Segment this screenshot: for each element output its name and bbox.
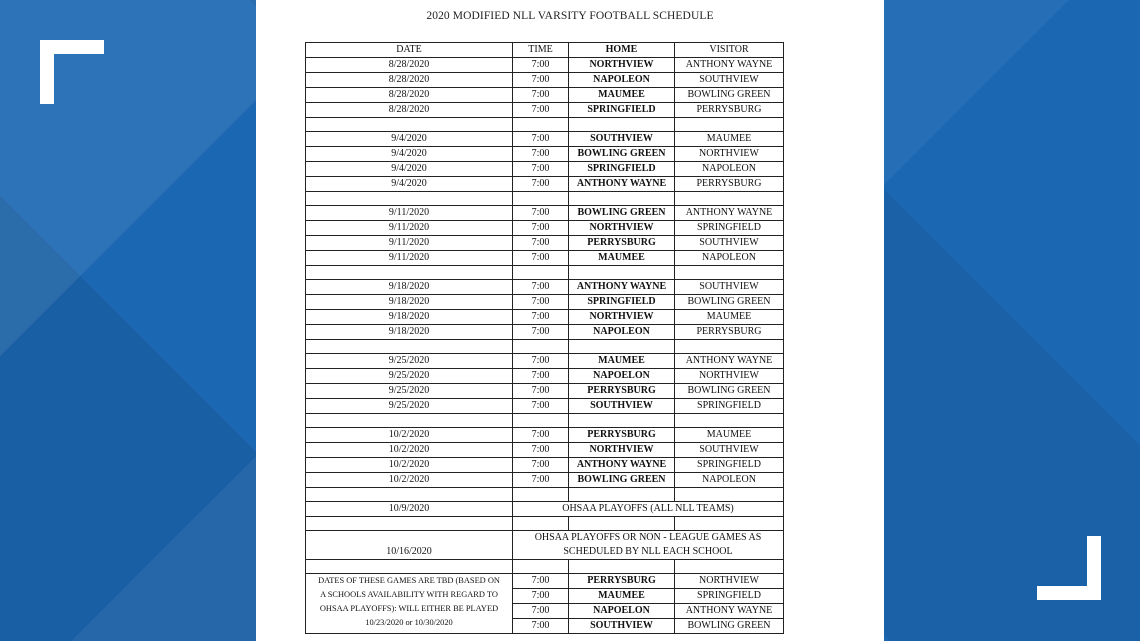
visitor-team: NAPOLEON [675,162,784,177]
home-team: PERRYSBURG [569,428,675,443]
spacer-row [306,488,784,502]
home-team: NAPOLEON [569,73,675,88]
empty-cell [306,192,513,206]
game-time: 7:00 [513,325,569,340]
game-date: 9/4/2020 [306,162,513,177]
empty-cell [306,118,513,132]
visitor-team: NORTHVIEW [675,574,784,589]
visitor-team: NAPOLEON [675,251,784,266]
game-time: 7:00 [513,354,569,369]
home-team: NORTHVIEW [569,221,675,236]
game-row [306,443,784,458]
game-date: 9/11/2020 [306,221,513,236]
spacer-row [306,340,784,354]
game-time: 7:00 [513,443,569,458]
spacer-row [306,118,784,132]
game-row [306,251,784,266]
game-date: 9/25/2020 [306,369,513,384]
visitor-team: ANTHONY WAYNE [675,604,784,619]
empty-cell [569,488,675,502]
game-time: 7:00 [513,206,569,221]
empty-cell [513,340,569,354]
header-visitor: VISITOR [675,43,784,58]
game-time: 7:00 [513,162,569,177]
visitor-team: MAUMEE [675,428,784,443]
empty-cell [513,266,569,280]
game-row [306,177,784,192]
corner-bracket-top-left-vertical [40,40,54,104]
game-date: 9/11/2020 [306,206,513,221]
visitor-team: PERRYSBURG [675,177,784,192]
home-team: MAUMEE [569,88,675,103]
game-row [306,73,784,88]
tbd-note-line3: OHSAA PLAYOFFS): WILL EITHER BE PLAYED [319,604,499,613]
game-row [306,473,784,488]
home-team: SOUTHVIEW [569,132,675,147]
header-home: HOME [569,43,675,58]
visitor-team: MAUMEE [675,132,784,147]
game-time: 7:00 [513,177,569,192]
game-date: 8/28/2020 [306,88,513,103]
game-date: 9/4/2020 [306,132,513,147]
empty-cell [306,266,513,280]
home-team: ANTHONY WAYNE [569,177,675,192]
game-time: 7:00 [513,310,569,325]
home-team: NORTHVIEW [569,443,675,458]
visitor-team: ANTHONY WAYNE [675,354,784,369]
header-time: TIME [513,43,569,58]
empty-cell [513,517,569,531]
visitor-team: SPRINGFIELD [675,589,784,604]
game-date: 8/28/2020 [306,73,513,88]
visitor-team: SOUTHVIEW [675,443,784,458]
spacer-row [306,517,784,531]
game-row [306,147,784,162]
game-date: 9/18/2020 [306,325,513,340]
game-time: 7:00 [513,458,569,473]
tbd-game-row [306,574,784,589]
schedule-document [256,0,884,641]
game-time: 7:00 [513,132,569,147]
empty-cell [675,340,784,354]
game-time: 7:00 [513,236,569,251]
empty-cell [569,192,675,206]
game-date: 10/2/2020 [306,428,513,443]
empty-cell [513,560,569,574]
game-row [306,458,784,473]
game-row [306,58,784,73]
game-row [306,162,784,177]
game-date: 9/18/2020 [306,280,513,295]
playoff-note: OHSAA PLAYOFFS (ALL NLL TEAMS) [513,502,784,517]
game-time: 7:00 [513,221,569,236]
visitor-team: SOUTHVIEW [675,236,784,251]
game-date: 10/2/2020 [306,473,513,488]
document-title: 2020 MODIFIED NLL VARSITY FOOTBALL SCHEDULE [426,10,714,22]
spacer-row [306,560,784,574]
game-row [306,369,784,384]
empty-cell [306,517,513,531]
game-time: 7:00 [513,73,569,88]
visitor-team: BOWLING GREEN [675,295,784,310]
empty-cell [675,266,784,280]
empty-cell [306,488,513,502]
empty-cell [306,560,513,574]
home-team: SPRINGFIELD [569,162,675,177]
spacer-row [306,192,784,206]
empty-cell [675,192,784,206]
visitor-team: BOWLING GREEN [675,384,784,399]
nonleague-note-line2: SCHEDULED BY NLL EACH SCHOOL [563,546,733,557]
home-team: BOWLING GREEN [569,473,675,488]
game-date: 9/25/2020 [306,384,513,399]
game-row [306,354,784,369]
header-date: DATE [306,43,513,58]
game-row [306,206,784,221]
game-row [306,325,784,340]
empty-cell [569,340,675,354]
empty-cell [513,488,569,502]
empty-cell [569,118,675,132]
spacer-row [306,266,784,280]
game-date: 9/18/2020 [306,310,513,325]
game-date: 9/25/2020 [306,399,513,414]
game-time: 7:00 [513,295,569,310]
game-time: 7:00 [513,58,569,73]
visitor-team: NAPOLEON [675,473,784,488]
empty-cell [675,517,784,531]
home-team: SOUTHVIEW [569,399,675,414]
game-date: 8/28/2020 [306,103,513,118]
empty-cell [306,340,513,354]
game-date: 9/11/2020 [306,236,513,251]
home-team: SOUTHVIEW [569,619,675,634]
playoff-row [306,502,784,517]
corner-bracket-bottom-right-vertical [1087,536,1101,600]
game-date: 9/4/2020 [306,147,513,162]
home-team: MAUMEE [569,589,675,604]
home-team: SPRINGFIELD [569,295,675,310]
game-time: 7:00 [513,619,569,634]
game-time: 7:00 [513,147,569,162]
empty-cell [675,414,784,428]
empty-cell [569,414,675,428]
game-row [306,280,784,295]
home-team: PERRYSBURG [569,384,675,399]
nonleague-date: 10/16/2020 [306,531,513,560]
game-date: 9/11/2020 [306,251,513,266]
visitor-team: SOUTHVIEW [675,73,784,88]
home-team: NAPOELON [569,604,675,619]
empty-cell [569,517,675,531]
game-time: 7:00 [513,399,569,414]
visitor-team: NORTHVIEW [675,369,784,384]
game-time: 7:00 [513,103,569,118]
game-time: 7:00 [513,473,569,488]
game-time: 7:00 [513,574,569,589]
empty-cell [569,560,675,574]
home-team: PERRYSBURG [569,236,675,251]
visitor-team: PERRYSBURG [675,325,784,340]
home-team: SPRINGFIELD [569,103,675,118]
nonleague-note-line1: OHSAA PLAYOFFS OR NON - LEAGUE GAMES AS [534,532,762,543]
visitor-team: SPRINGFIELD [675,458,784,473]
visitor-team: SPRINGFIELD [675,399,784,414]
game-date: 10/2/2020 [306,458,513,473]
header-row [306,43,784,58]
game-row [306,295,784,310]
tbd-note [306,574,513,634]
game-time: 7:00 [513,369,569,384]
game-time: 7:00 [513,589,569,604]
game-time: 7:00 [513,604,569,619]
home-team: ANTHONY WAYNE [569,458,675,473]
game-row [306,236,784,251]
game-date: 9/4/2020 [306,177,513,192]
empty-cell [513,192,569,206]
game-time: 7:00 [513,384,569,399]
game-date: 8/28/2020 [306,58,513,73]
home-team: NAPOLEON [569,325,675,340]
game-date: 9/18/2020 [306,295,513,310]
tbd-note-dates: 10/23/2020 or 10/30/2020 [365,618,453,627]
home-team: PERRYSBURG [569,574,675,589]
game-row [306,310,784,325]
game-row [306,88,784,103]
game-date: 10/2/2020 [306,443,513,458]
tbd-note-line2: A SCHOOLS AVAILABILITY WITH REGARD TO [320,590,498,599]
game-date: 9/25/2020 [306,354,513,369]
visitor-team: BOWLING GREEN [675,619,784,634]
game-time: 7:00 [513,251,569,266]
game-time: 7:00 [513,428,569,443]
home-team: MAUMEE [569,251,675,266]
game-row [306,221,784,236]
schedule-table [305,42,784,634]
home-team: BOWLING GREEN [569,206,675,221]
home-team: NORTHVIEW [569,58,675,73]
empty-cell [513,118,569,132]
nonleague-row [306,531,784,560]
empty-cell [513,414,569,428]
visitor-team: BOWLING GREEN [675,88,784,103]
empty-cell [569,266,675,280]
visitor-team: ANTHONY WAYNE [675,58,784,73]
visitor-team: NORTHVIEW [675,147,784,162]
visitor-team: PERRYSBURG [675,103,784,118]
game-row [306,384,784,399]
home-team: ANTHONY WAYNE [569,280,675,295]
visitor-team: SOUTHVIEW [675,280,784,295]
home-team: MAUMEE [569,354,675,369]
home-team: NAPOELON [569,369,675,384]
game-row [306,399,784,414]
game-row [306,103,784,118]
nonleague-note [513,531,784,560]
home-team: BOWLING GREEN [569,147,675,162]
game-time: 7:00 [513,280,569,295]
empty-cell [675,488,784,502]
visitor-team: ANTHONY WAYNE [675,206,784,221]
game-time: 7:00 [513,88,569,103]
visitor-team: MAUMEE [675,310,784,325]
empty-cell [306,414,513,428]
playoff-date: 10/9/2020 [306,502,513,517]
game-row [306,132,784,147]
spacer-row [306,414,784,428]
empty-cell [675,560,784,574]
empty-cell [675,118,784,132]
tbd-note-line1: DATES OF THESE GAMES ARE TBD (BASED ON [318,576,500,585]
visitor-team: SPRINGFIELD [675,221,784,236]
home-team: NORTHVIEW [569,310,675,325]
game-row [306,428,784,443]
